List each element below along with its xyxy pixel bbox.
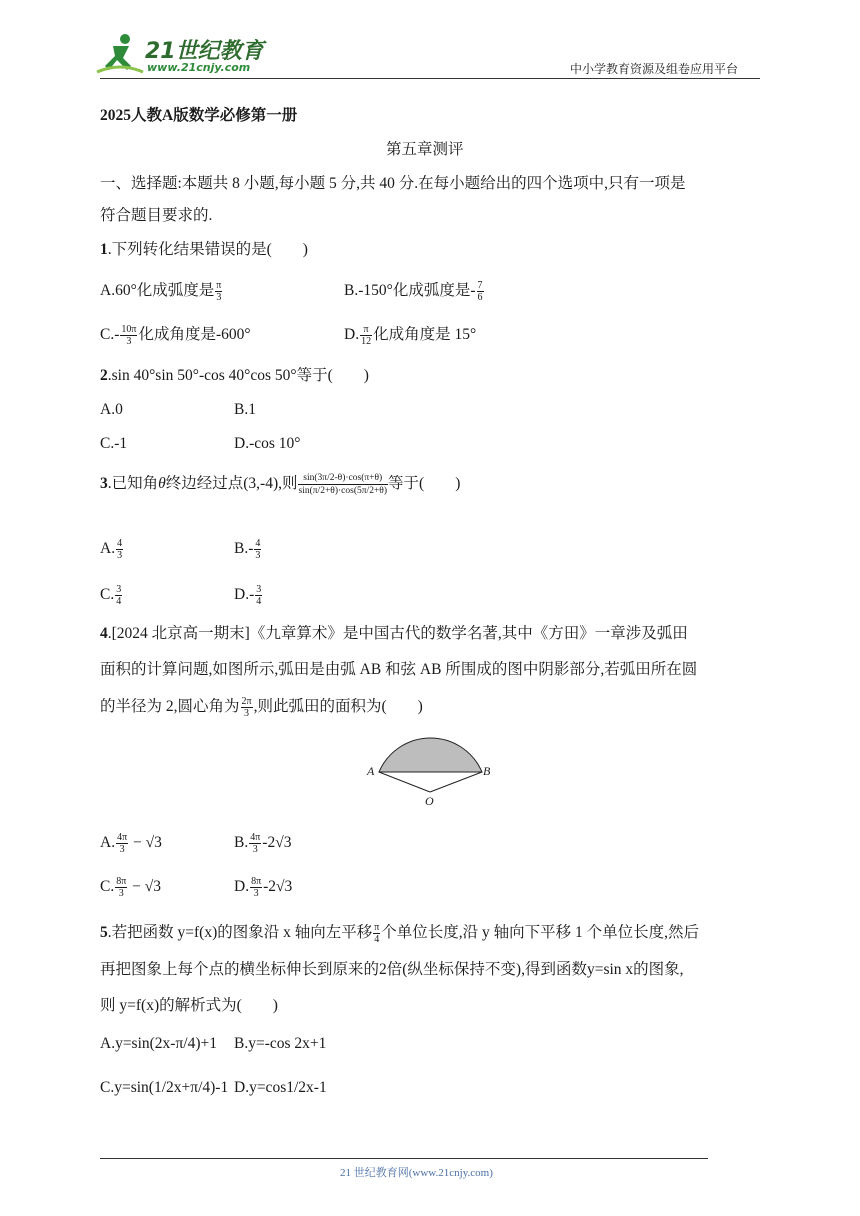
question-1-option-a[interactable]: A.60°化成弧度是 $\frac{\pi}{3}$ — [100, 280, 222, 303]
figure-label-o: O — [425, 794, 434, 808]
section-intro-line2: 符合题目要求的. — [100, 207, 213, 224]
question-2-option-d[interactable]: D.-cos 10° — [234, 435, 301, 452]
question-4-option-a[interactable]: A. $\frac{4\pi}{3}$ − √3 — [100, 832, 162, 855]
question-1-stem: 1.下列转化结果错误的是( ) — [100, 241, 308, 258]
question-4-line3: 的半径为 2,圆心角为 $\frac{2\pi}{3}$ ,则此弧田的面积为( ) — [100, 696, 423, 719]
question-3-option-c[interactable]: C. $\frac{3}{4}$ — [100, 584, 122, 607]
footer-text[interactable]: 21 世纪教育网(www.21cnjy.com) — [340, 1167, 493, 1179]
question-2-option-b[interactable]: B.1 — [234, 401, 256, 418]
question-3-stem: 3.已知角θ终边经过点(3,-4),则 $\frac{\sin(3\pi/2-\theta)\cdot\cos(\pi+\theta)}{\sin(\pi/2+\theta)\cdot\cos(5\pi/2+\theta)}$ 等于( ) — [100, 473, 461, 496]
question-4-option-b[interactable]: B. $\frac{4\pi}{3}$ -2√3 — [234, 832, 292, 855]
logo-url-text: www.21cnjy.com — [147, 61, 251, 74]
question-3-expression: $\frac{\sin(3\pi/2-\theta)\cdot\cos(\pi+\theta)}{\sin(\pi/2+\theta)\cdot\cos(5\pi/2+\theta)}$ — [298, 473, 388, 496]
question-4-option-d[interactable]: D. $\frac{8\pi}{3}$ -2√3 — [234, 876, 293, 899]
header-logo — [95, 32, 265, 78]
figure-label-b: B — [483, 764, 491, 778]
question-2-option-a[interactable]: A.0 — [100, 401, 123, 418]
question-5-line3: 则 y=f(x)的解析式为( ) — [100, 997, 278, 1014]
figure-label-a: A — [367, 764, 375, 778]
header-rule — [100, 78, 760, 79]
site-tagline: 中小学教育资源及组卷应用平台 — [570, 62, 739, 76]
question-5-option-a[interactable]: A.y=sin(2x-π/4)+1 — [100, 1035, 218, 1052]
question-3-option-d[interactable]: D.- $\frac{3}{4}$ — [234, 584, 262, 607]
series-title: 2025人教A版数学必修第一册 — [100, 107, 298, 124]
question-4-line1: 4.[2024 北京高一期末]《九章算术》是中国古代的数学名著,其中《方田》一章涉及弧田 — [100, 625, 688, 642]
question-5-option-b[interactable]: B.y=-cos 2x+1 — [234, 1035, 327, 1052]
question-2-stem: 2.sin 40°sin 50°-cos 40°cos 50°等于( ) — [100, 367, 369, 384]
question-4-option-c[interactable]: C. $\frac{8\pi}{3}$ − √3 — [100, 876, 162, 899]
question-3-option-b[interactable]: B.- $\frac{4}{3}$ — [234, 538, 261, 561]
question-5-line2: 再把图象上每个点的横坐标伸长到原来的2倍(纵坐标保持不变),得到函数y=sin x的图象, — [100, 961, 684, 978]
runner-logo-icon — [95, 32, 145, 76]
arc-field-figure — [360, 730, 510, 810]
question-1-option-d[interactable]: D. $\frac{\pi}{12}$ 化成角度是 15° — [344, 324, 477, 347]
chapter-title: 第五章测评 — [386, 141, 464, 158]
section-intro-line1: 一、选择题:本题共 8 小题,每小题 5 分,共 40 分.在每小题给出的四个选项中,只有一项是 — [100, 175, 686, 192]
question-5-line1: 5.若把函数 y=f(x)的图象沿 x 轴向左平移 $\frac{\pi}{4}$ 个单位长度,沿 y 轴向下平移 1 个单位长度,然后 — [100, 922, 700, 945]
question-1-option-b[interactable]: B.-150°化成弧度是- $\frac{7}{6}$ — [344, 280, 483, 303]
question-5-option-c[interactable]: C.y=sin(1/2x+π/4)-1 — [100, 1079, 229, 1096]
question-4-line2: 面积的计算问题,如图所示,弧田是由弧 AB 和弦 AB 所围成的图中阴影部分,若弧田所在圆 — [100, 661, 698, 678]
logo-main-text: 21世纪教育 — [145, 39, 264, 64]
footer-rule — [100, 1158, 708, 1159]
question-1-option-c[interactable]: C.- $\frac{10\pi}{3}$ 化成角度是-600° — [100, 324, 251, 347]
question-3-option-a[interactable]: A. $\frac{4}{3}$ — [100, 538, 123, 561]
question-5-option-d[interactable]: D.y=cos1/2x-1 — [234, 1079, 327, 1096]
question-2-option-c[interactable]: C.-1 — [100, 435, 128, 452]
